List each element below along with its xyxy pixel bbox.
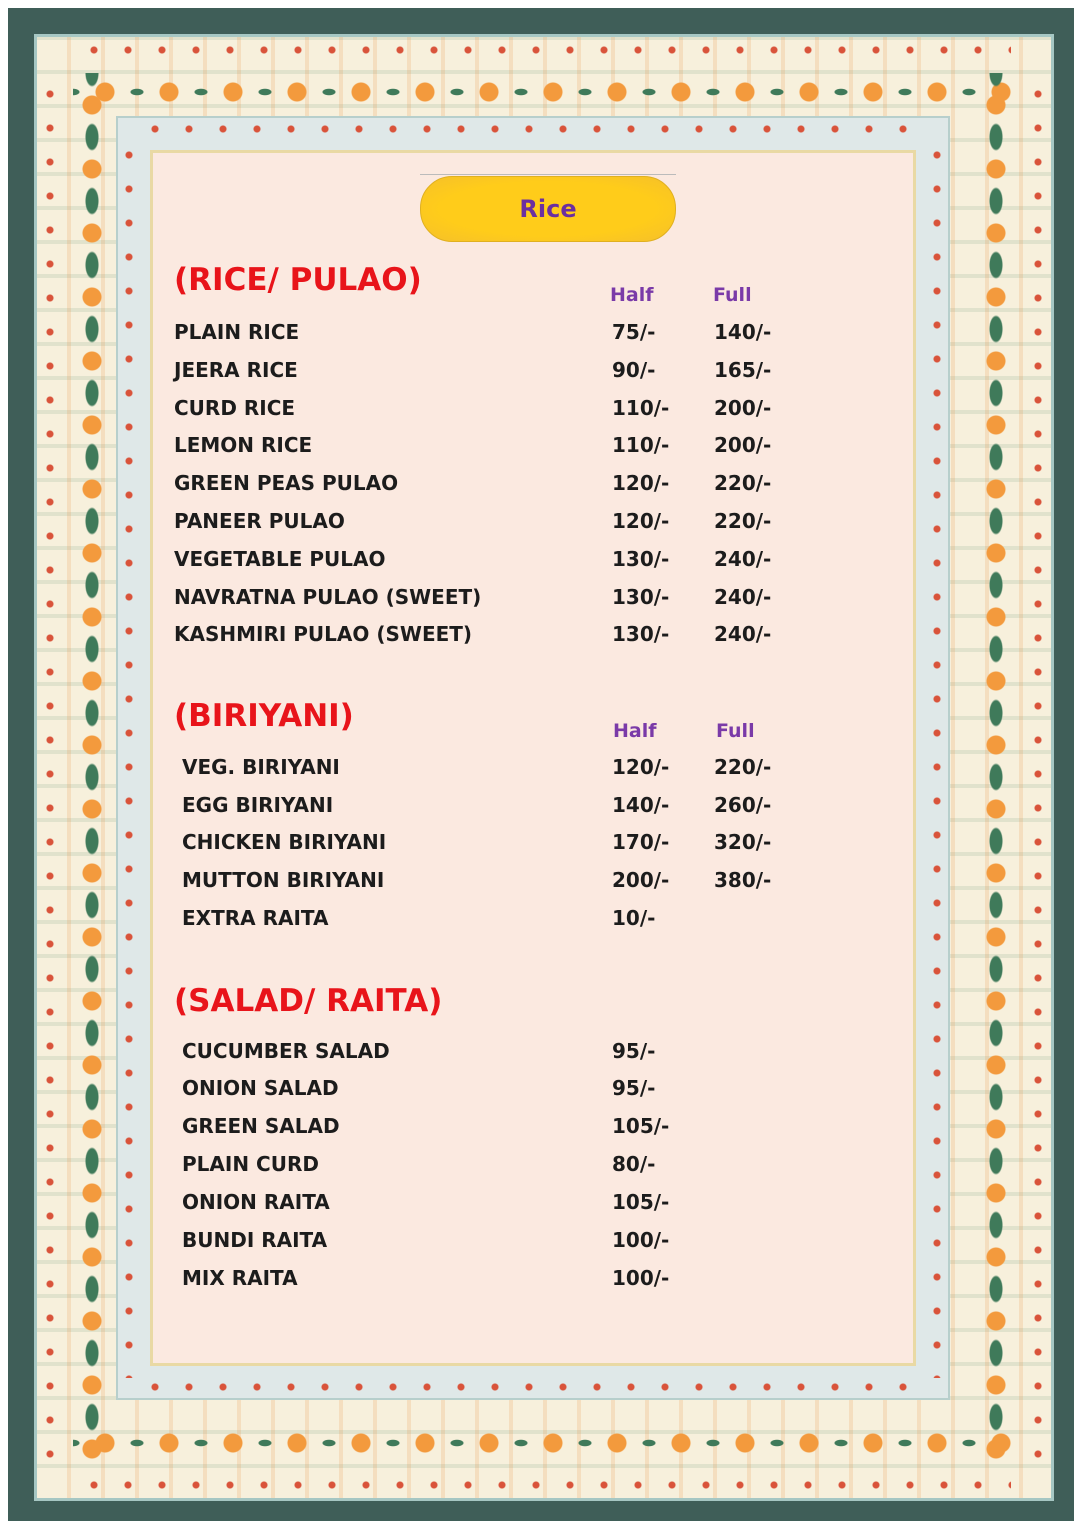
item-price-half: 10/-: [612, 906, 656, 930]
section-title-biriyani: (BIRIYANI): [174, 698, 354, 734]
item-price-half: 120/-: [612, 755, 670, 779]
item-name: PLAIN RICE: [174, 320, 300, 344]
section-title-rice-pulao: (RICE/ PULAO): [174, 262, 422, 298]
item-name: ONION RAITA: [182, 1190, 330, 1214]
border-dots-left: [45, 77, 55, 1458]
floral-band-left: [65, 73, 119, 1462]
menu-item: [182, 1039, 794, 1067]
column-head-full: Full: [713, 284, 752, 306]
menu-item: [182, 830, 794, 858]
item-price: 95/-: [612, 1039, 656, 1063]
item-price-full: 260/-: [714, 793, 772, 817]
menu-item: [182, 1076, 794, 1104]
item-name: VEGETABLE PULAO: [174, 547, 386, 571]
item-price-half: 110/-: [612, 396, 670, 420]
item-price-half: 90/-: [612, 358, 656, 382]
menu-item: [182, 793, 794, 821]
menu-item: [182, 1190, 794, 1218]
item-name: KASHMIRI PULAO (SWEET): [174, 622, 473, 646]
menu-item: [174, 358, 794, 386]
item-name: PLAIN CURD: [182, 1152, 319, 1176]
menu-item: [182, 1228, 794, 1256]
item-name: PANEER PULAO: [174, 509, 345, 533]
item-price-full: 200/-: [714, 396, 772, 420]
item-price: 100/-: [612, 1228, 670, 1252]
menu-item: [174, 471, 794, 499]
menu-item: [182, 906, 794, 934]
item-price-half: 75/-: [612, 320, 656, 344]
item-name: MIX RAITA: [182, 1266, 298, 1290]
item-price-full: 240/-: [714, 622, 772, 646]
item-price-full: 220/-: [714, 755, 772, 779]
item-price-full: 240/-: [714, 547, 772, 571]
item-price-half: 130/-: [612, 547, 670, 571]
floral-band-top: [73, 65, 1015, 119]
inner-dots-top: [138, 124, 928, 134]
item-price-half: 200/-: [612, 868, 670, 892]
menu-item: [174, 433, 794, 461]
menu-item: [182, 755, 794, 783]
item-price-half: 110/-: [612, 433, 670, 457]
border-dots-right: [1033, 77, 1043, 1458]
item-name: GREEN PEAS PULAO: [174, 471, 399, 495]
item-price: 80/-: [612, 1152, 656, 1176]
item-name: MUTTON BIRIYANI: [182, 868, 385, 892]
border-dots-top: [77, 45, 1011, 55]
item-name: EXTRA RAITA: [182, 906, 329, 930]
column-head-full: Full: [716, 720, 755, 742]
item-price-half: 120/-: [612, 471, 670, 495]
item-price-full: 320/-: [714, 830, 772, 854]
floral-band-right: [969, 73, 1023, 1462]
item-price-half: 140/-: [612, 793, 670, 817]
menu-item: [182, 1266, 794, 1294]
item-price-full: 220/-: [714, 509, 772, 533]
item-name: ONION SALAD: [182, 1076, 339, 1100]
menu-item: [174, 396, 794, 424]
item-price-half: 130/-: [612, 585, 670, 609]
border-dots-bottom: [77, 1480, 1011, 1490]
title-rule: [420, 174, 676, 175]
item-price-full: 140/-: [714, 320, 772, 344]
item-name: JEERA RICE: [174, 358, 298, 382]
menu-item: [174, 547, 794, 575]
inner-dots-right: [932, 138, 942, 1378]
item-name: CHICKEN BIRIYANI: [182, 830, 387, 854]
menu-item: [174, 585, 794, 613]
menu-item: [174, 509, 794, 537]
item-name: NAVRATNA PULAO (SWEET): [174, 585, 482, 609]
menu-item: [182, 1152, 794, 1180]
column-head-half: Half: [613, 720, 657, 742]
item-name: LEMON RICE: [174, 433, 313, 457]
menu-item: [174, 320, 794, 348]
item-price: 105/-: [612, 1114, 670, 1138]
item-name: VEG. BIRIYANI: [182, 755, 340, 779]
item-price-full: 380/-: [714, 868, 772, 892]
item-price-half: 130/-: [612, 622, 670, 646]
item-price: 105/-: [612, 1190, 670, 1214]
menu-item: [174, 622, 794, 650]
item-price-full: 200/-: [714, 433, 772, 457]
column-head-half: Half: [610, 284, 654, 306]
item-name: EGG BIRIYANI: [182, 793, 334, 817]
item-price-full: 165/-: [714, 358, 772, 382]
item-name: CURD RICE: [174, 396, 296, 420]
floral-band-bottom: [73, 1416, 1015, 1470]
item-name: CUCUMBER SALAD: [182, 1039, 390, 1063]
item-price-full: 240/-: [714, 585, 772, 609]
item-name: GREEN SALAD: [182, 1114, 340, 1138]
section-title-salad-raita: (SALAD/ RAITA): [174, 983, 443, 1019]
menu-item: [182, 868, 794, 896]
menu-item: [182, 1114, 794, 1142]
item-name: BUNDI RAITA: [182, 1228, 328, 1252]
item-price-half: 170/-: [612, 830, 670, 854]
inner-dots-left: [124, 138, 134, 1378]
item-price: 100/-: [612, 1266, 670, 1290]
inner-dots-bottom: [138, 1382, 928, 1392]
page-title: Rice: [420, 176, 676, 242]
item-price-half: 120/-: [612, 509, 670, 533]
item-price: 95/-: [612, 1076, 656, 1100]
item-price-full: 220/-: [714, 471, 772, 495]
